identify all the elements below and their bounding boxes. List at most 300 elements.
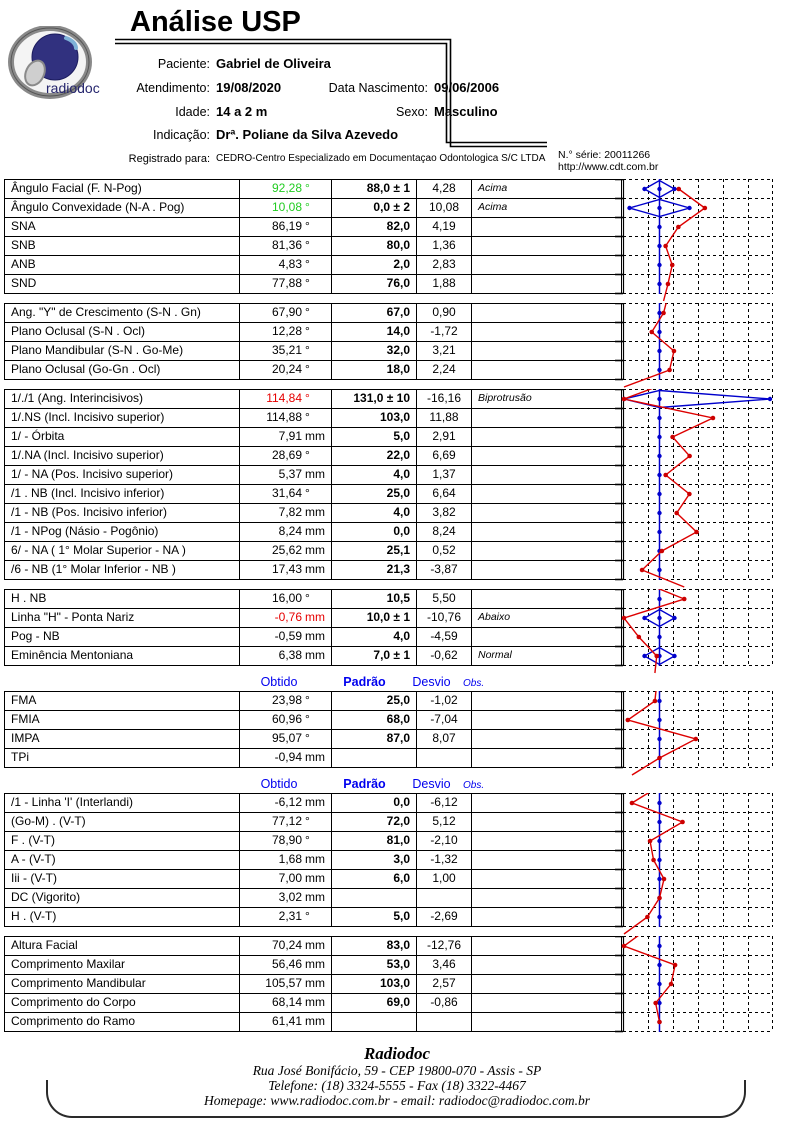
obs-value: [472, 851, 621, 869]
obs-value: [472, 485, 621, 503]
desvio-value: 5,50: [417, 590, 472, 608]
unit-label: °: [305, 305, 310, 319]
padrao-value: 0,0: [332, 794, 417, 812]
obs-value: [472, 794, 621, 812]
table-row: [5, 237, 621, 256]
obtido-cell: [240, 504, 332, 522]
deviation-chart: [615, 389, 777, 594]
unit-label: mm: [305, 957, 325, 971]
desvio-value: [417, 749, 472, 767]
obtido-cell: [240, 390, 332, 408]
row-label: /6 - NB (1° Molar Inferior - NB ): [5, 561, 240, 579]
obtido-value: 78,90: [271, 833, 302, 847]
sexo-label: Sexo:: [396, 105, 428, 119]
obtido-value: 70,24: [271, 938, 302, 952]
unit-label: °: [305, 909, 310, 923]
obtido-value: 77,12: [271, 814, 302, 828]
row-label: 1/ - NA (Pos. Incisivo superior): [5, 466, 240, 484]
column-header-obs: Obs.: [463, 678, 485, 689]
padrao-value: [332, 749, 417, 767]
row-label: SNA: [5, 218, 240, 236]
column-header-padrao: Padrão: [343, 777, 386, 791]
obtido-value: 7,91: [278, 429, 302, 443]
table-row: [5, 361, 621, 380]
desvio-value: -0,62: [417, 647, 472, 665]
padrao-value: 81,0: [332, 832, 417, 850]
padrao-value: 72,0: [332, 813, 417, 831]
unit-label: mm: [305, 524, 325, 538]
table-row: [5, 561, 621, 580]
obtido-value: 67,90: [271, 305, 302, 319]
desvio-value: -6,12: [417, 794, 472, 812]
obtido-cell: [240, 428, 332, 446]
obtido-value: 5,37: [278, 467, 302, 481]
row-label: (Go-M) . (V-T): [5, 813, 240, 831]
desvio-value: [417, 889, 472, 907]
obtido-cell: [240, 323, 332, 341]
chart-grid: [615, 793, 773, 927]
table-row: [5, 590, 621, 609]
measurement-table: [4, 793, 622, 927]
column-header-obtido: Obtido: [260, 675, 298, 689]
table-row: [5, 609, 621, 628]
desvio-value: 0,90: [417, 304, 472, 322]
unit-label: °: [305, 591, 310, 605]
unit-label: °: [305, 814, 310, 828]
padrao-value: 6,0: [332, 870, 417, 888]
measurement-block: [4, 793, 790, 927]
padrao-value: 7,0 ± 1: [332, 647, 417, 665]
obtido-value: 12,28: [271, 324, 302, 338]
row-label: Ângulo Facial (F. N-Pog): [5, 180, 240, 198]
obtido-cell: [240, 832, 332, 850]
padrao-value: 25,1: [332, 542, 417, 560]
obtido-value: 114,84: [266, 391, 302, 405]
obtido-cell: [240, 237, 332, 255]
obtido-cell: [240, 218, 332, 236]
row-label: Comprimento Mandibular: [5, 975, 240, 993]
obtido-value: 23,98: [271, 693, 302, 707]
deviation-polyline: [622, 389, 716, 587]
desvio-value: 1,37: [417, 466, 472, 484]
row-label: /1 - NB (Pos. Incisivo inferior): [5, 504, 240, 522]
row-label: SNB: [5, 237, 240, 255]
unit-label: °: [305, 731, 310, 745]
row-label: A - (V-T): [5, 851, 240, 869]
deviation-polyline: [624, 303, 676, 387]
obtido-value: 60,96: [271, 712, 302, 726]
row-label: Ângulo Convexidade (N-A . Pog): [5, 199, 240, 217]
desvio-value: -0,86: [417, 994, 472, 1012]
obs-value: [472, 832, 621, 850]
unit-label: mm: [305, 562, 325, 576]
row-label: Pog - NB: [5, 628, 240, 646]
paciente-label: Paciente:: [157, 57, 210, 71]
obtido-value: -0,94: [274, 750, 302, 764]
measurement-block: [4, 691, 790, 768]
desvio-value: 10,08: [417, 199, 472, 217]
row-label: 6/ - NA ( 1° Molar Superior - NA ): [5, 542, 240, 560]
desvio-value: 4,19: [417, 218, 472, 236]
obtido-value: 56,46: [271, 957, 302, 971]
obtido-value: 95,07: [271, 731, 302, 745]
table-row: [5, 889, 621, 908]
table-row: [5, 994, 621, 1013]
chart-grid: [615, 179, 773, 294]
table-row: [5, 975, 621, 994]
desvio-value: -4,59: [417, 628, 472, 646]
table-row: [5, 275, 621, 294]
row-label: 1/./1 (Ang. Interincisivos): [5, 390, 240, 408]
obtido-value: 16,00: [271, 591, 302, 605]
padrao-value: 0,0: [332, 523, 417, 541]
unit-label: °: [305, 324, 310, 338]
obtido-value: 86,19: [271, 219, 302, 233]
table-row: [5, 851, 621, 870]
table-row: [5, 908, 621, 927]
deviation-chart: [615, 303, 777, 394]
obtido-cell: [240, 711, 332, 729]
obs-value: Normal: [478, 649, 512, 661]
obs-value: [472, 323, 621, 341]
obs-value: [472, 561, 621, 579]
table-row: [5, 692, 621, 711]
obs-value: [472, 628, 621, 646]
row-label: FMA: [5, 692, 240, 710]
table-row: [5, 523, 621, 542]
footer-phone: Telefone: (18) 3324-5555 - Fax (18) 3322-4467: [268, 1078, 526, 1093]
row-label: /1 - NPog (Násio - Pogônio): [5, 523, 240, 541]
idade-value: 14 a 2 m: [216, 104, 268, 119]
desvio-value: -10,76: [417, 609, 472, 627]
footer-brand: Radiodoc: [363, 1044, 431, 1063]
obtido-value: -0,76: [274, 610, 302, 624]
table-row: [5, 485, 621, 504]
row-label: Ang. "Y" de Crescimento (S-N . Gn): [5, 304, 240, 322]
obs-value: [472, 256, 621, 274]
unit-label: °: [305, 343, 310, 357]
obs-value: [472, 813, 621, 831]
obs-value: [472, 749, 621, 767]
padrao-value: 4,0: [332, 628, 417, 646]
desvio-value: 2,24: [417, 361, 472, 379]
chart-grid: [615, 691, 773, 768]
deviation-polyline: [622, 589, 687, 673]
deviation-polyline: [622, 936, 678, 1024]
padrao-value: 53,0: [332, 956, 417, 974]
obs-value: [472, 466, 621, 484]
obtido-cell: [240, 542, 332, 560]
obtido-value: 10,08: [271, 200, 302, 214]
decorative-double-line: [0, 0, 794, 200]
deviation-chart: [615, 179, 777, 308]
column-header-spacer: [4, 777, 233, 793]
obs-value: [472, 711, 621, 729]
obtido-value: 114,88: [266, 410, 302, 424]
column-header-padrao: Padrão: [343, 675, 386, 689]
obtido-cell: [240, 275, 332, 293]
table-row: [5, 730, 621, 749]
table-row: [5, 323, 621, 342]
obs-value: Abaixo: [478, 611, 511, 623]
obtido-value: 1,68: [278, 852, 302, 866]
obs-value: [472, 342, 621, 360]
unit-label: °: [305, 448, 310, 462]
unit-label: °: [305, 391, 310, 405]
desvio-value: 1,00: [417, 870, 472, 888]
padrao-value: 32,0: [332, 342, 417, 360]
obtido-cell: [240, 1013, 332, 1031]
padrao-value: 131,0 ± 10: [332, 390, 417, 408]
desvio-value: -7,04: [417, 711, 472, 729]
obs-value: [472, 361, 621, 379]
desvio-value: 1,88: [417, 275, 472, 293]
obtido-value: 92,28: [271, 181, 302, 195]
desvio-value: 8,07: [417, 730, 472, 748]
obs-value: [472, 870, 621, 888]
obtido-cell: [240, 361, 332, 379]
obtido-cell: [240, 851, 332, 869]
obtido-value: 7,00: [278, 871, 302, 885]
unit-label: mm: [305, 467, 325, 481]
column-header-obs: Obs.: [463, 780, 485, 791]
obtido-cell: [240, 908, 332, 926]
measurement-table: [4, 389, 622, 580]
unit-label: mm: [305, 890, 325, 904]
obtido-value: 2,31: [278, 909, 302, 923]
deviation-chart: [615, 936, 777, 1046]
unit-label: °: [305, 362, 310, 376]
chart-grid: [615, 389, 773, 580]
unit-label: mm: [305, 429, 325, 443]
obtido-cell: [240, 813, 332, 831]
desvio-value: 8,24: [417, 523, 472, 541]
desvio-value: 5,12: [417, 813, 472, 831]
obs-value: [472, 889, 621, 907]
desvio-value: -2,10: [417, 832, 472, 850]
padrao-value: 3,0: [332, 851, 417, 869]
table-row: [5, 749, 621, 768]
chart-grid: [615, 589, 773, 666]
table-row: [5, 304, 621, 323]
obtido-cell: [240, 447, 332, 465]
desvio-value: -12,76: [417, 937, 472, 955]
row-label: /1 . NB (Incl. Incisivo inferior): [5, 485, 240, 503]
padrao-value: 76,0: [332, 275, 417, 293]
table-row: [5, 409, 621, 428]
padrao-value: 69,0: [332, 994, 417, 1012]
table-row: [5, 937, 621, 956]
atendimento-label: Atendimento:: [136, 81, 210, 95]
obtido-value: 81,36: [271, 238, 302, 252]
padrao-value: 5,0: [332, 908, 417, 926]
padrao-value: 0,0 ± 2: [332, 199, 417, 217]
obtido-cell: [240, 180, 332, 198]
unit-label: mm: [305, 750, 325, 764]
column-header-row: [4, 675, 622, 691]
table-row: [5, 428, 621, 447]
table-row: [5, 956, 621, 975]
obs-value: [472, 975, 621, 993]
indicacao-value: Drª. Poliane da Silva Azevedo: [216, 127, 399, 142]
padrao-value: [332, 1013, 417, 1031]
obtido-cell: [240, 889, 332, 907]
obtido-value: 61,41: [271, 1014, 302, 1028]
table-row: [5, 390, 621, 409]
padrao-value: 5,0: [332, 428, 417, 446]
obs-value: [472, 1013, 621, 1031]
sexo-value: Masculino: [434, 104, 498, 119]
obs-value: [472, 542, 621, 560]
unit-label: °: [305, 276, 310, 290]
padrao-value: 4,0: [332, 504, 417, 522]
table-row: [5, 647, 621, 666]
obs-value: [472, 956, 621, 974]
row-label: ANB: [5, 256, 240, 274]
obs-value: [472, 409, 621, 427]
unit-label: °: [305, 486, 310, 500]
deviation-polyline: [624, 793, 685, 934]
table-row: [5, 199, 621, 218]
obs-value: [472, 908, 621, 926]
registrado-value: CEDRO-Centro Especializado em Documentaçao Odontologica S/C LTDA: [216, 153, 546, 164]
padrao-value: 67,0: [332, 304, 417, 322]
obtido-value: 6,38: [278, 648, 302, 662]
nascimento-label: Data Nascimento:: [328, 81, 428, 95]
obs-value: [472, 523, 621, 541]
obtido-value: 35,21: [271, 343, 302, 357]
serial-url: http://www.cdt.com.br: [558, 161, 659, 173]
desvio-value: 3,82: [417, 504, 472, 522]
unit-label: °: [305, 181, 310, 195]
desvio-value: -1,02: [417, 692, 472, 710]
chart-grid: [615, 303, 773, 380]
unit-label: °: [305, 200, 310, 214]
row-label: H . NB: [5, 590, 240, 608]
obtido-cell: [240, 870, 332, 888]
unit-label: mm: [305, 871, 325, 885]
unit-label: mm: [305, 795, 325, 809]
desvio-value: -2,69: [417, 908, 472, 926]
unit-label: mm: [305, 610, 325, 624]
registrado-label: Registrado para:: [128, 153, 210, 165]
measurement-block: [4, 589, 790, 666]
padrao-value: 22,0: [332, 447, 417, 465]
deviation-chart: [615, 793, 777, 941]
padrao-value: 18,0: [332, 361, 417, 379]
row-label: TPi: [5, 749, 240, 767]
desvio-value: 11,88: [417, 409, 472, 427]
footer-address: Rua José Bonifácio, 59 - CEP 19800-070 - Assis - SP: [252, 1063, 542, 1078]
obtido-cell: [240, 975, 332, 993]
padrao-value: 88,0 ± 1: [332, 180, 417, 198]
column-header-desvio: Desvio: [412, 675, 451, 689]
padrao-value: 10,5: [332, 590, 417, 608]
chart-grid: [615, 936, 773, 1032]
obtido-cell: [240, 994, 332, 1012]
obs-value: [472, 447, 621, 465]
row-label: 1/.NA (Incl. Incisivo superior): [5, 447, 240, 465]
serial-number: N.° série: 20011266: [558, 149, 651, 161]
obs-value: [472, 590, 621, 608]
desvio-value: 2,83: [417, 256, 472, 274]
obtido-cell: [240, 730, 332, 748]
obtido-value: 3,02: [278, 890, 302, 904]
unit-label: mm: [305, 995, 325, 1009]
table-row: [5, 1013, 621, 1032]
obtido-value: 17,43: [271, 562, 302, 576]
padrao-value: 21,3: [332, 561, 417, 579]
row-label: /1 - Linha 'I' (Interlandi): [5, 794, 240, 812]
table-row: [5, 466, 621, 485]
obtido-cell: [240, 590, 332, 608]
row-label: Comprimento Maxilar: [5, 956, 240, 974]
obtido-cell: [240, 692, 332, 710]
desvio-value: 6,69: [417, 447, 472, 465]
obs-value: [472, 275, 621, 293]
obs-value: [472, 304, 621, 322]
desvio-value: 3,46: [417, 956, 472, 974]
indicacao-label: Indicação:: [153, 128, 210, 142]
obtido-cell: [240, 937, 332, 955]
obtido-cell: [240, 523, 332, 541]
obs-value: Biprotrusão: [478, 392, 532, 404]
row-label: Altura Facial: [5, 937, 240, 955]
obtido-value: 28,69: [271, 448, 302, 462]
atendimento-value: 19/08/2020: [216, 80, 282, 95]
desvio-value: -3,87: [417, 561, 472, 579]
unit-label: mm: [305, 629, 325, 643]
measurement-block: [4, 389, 790, 580]
padrao-value: 103,0: [332, 975, 417, 993]
row-label: DC (Vigorito): [5, 889, 240, 907]
obtido-value: -0,59: [274, 629, 302, 643]
desvio-value: 6,64: [417, 485, 472, 503]
obtido-cell: [240, 794, 332, 812]
padrao-value: 2,0: [332, 256, 417, 274]
obtido-cell: [240, 956, 332, 974]
obtido-value: 20,24: [271, 362, 302, 376]
unit-label: mm: [305, 976, 325, 990]
deviation-polyline: [663, 187, 707, 301]
obtido-value: 4,83: [278, 257, 302, 271]
obtido-cell: [240, 256, 332, 274]
padrao-value: 82,0: [332, 218, 417, 236]
obtido-cell: [240, 342, 332, 360]
obs-value: [472, 994, 621, 1012]
padrao-value: 103,0: [332, 409, 417, 427]
row-label: Plano Mandibular (S-N . Go-Me): [5, 342, 240, 360]
deviation-chart: [615, 691, 777, 782]
obtido-value: 7,82: [278, 505, 302, 519]
table-row: [5, 870, 621, 889]
row-label: 1/.NS (Incl. Incisivo superior): [5, 409, 240, 427]
desvio-value: 1,36: [417, 237, 472, 255]
row-label: Comprimento do Ramo: [5, 1013, 240, 1031]
table-row: [5, 542, 621, 561]
footer-homepage: Homepage: www.radiodoc.com.br - email: radiodoc@radiodoc.com.br: [204, 1093, 590, 1108]
obtido-value: 77,88: [271, 276, 302, 290]
measurement-table: [4, 589, 622, 666]
column-header-desvio: Desvio: [412, 777, 451, 791]
obtido-cell: [240, 749, 332, 767]
unit-label: °: [305, 238, 310, 252]
obs-value: [472, 730, 621, 748]
unit-label: mm: [305, 648, 325, 662]
desvio-value: [417, 1013, 472, 1031]
obtido-value: 105,57: [265, 976, 302, 990]
row-label: Comprimento do Corpo: [5, 994, 240, 1012]
